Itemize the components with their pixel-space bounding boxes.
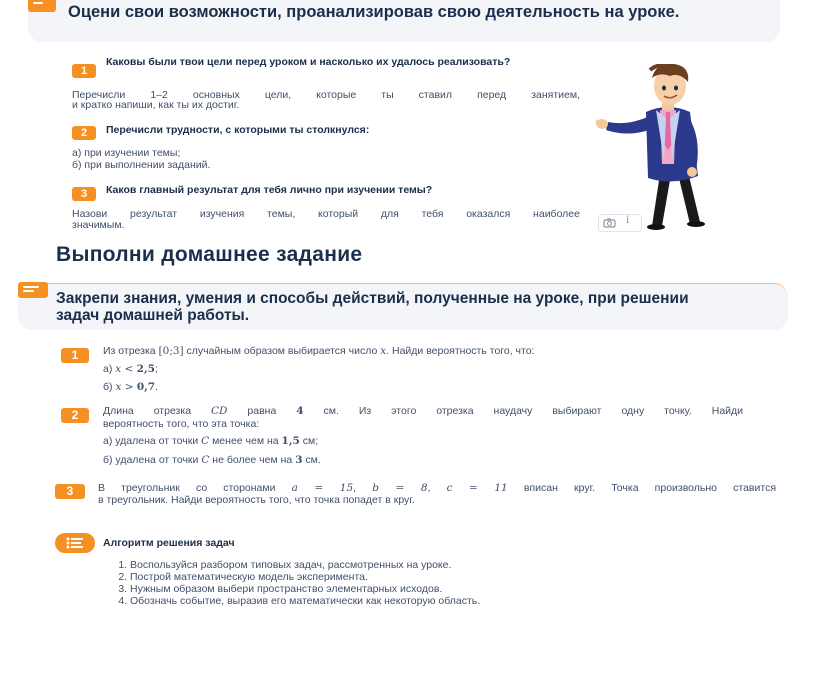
question-3-text-line-1: Назови результат изучения темы, который для тебя оказался наиболее (72, 208, 580, 220)
side-c: c = 11 (446, 482, 508, 494)
side-a: a = 15 (291, 482, 354, 494)
task-3-line-1: В треугольник со сторонами a = 15, b = 8, c = 11 вписан круг. Точка произвольно ставится (98, 482, 777, 494)
interval: [0;3] (158, 345, 184, 357)
algorithm-steps (116, 559, 480, 607)
list-item: 3. Нужным образом выбери пространство элементарных исходов. (130, 583, 480, 595)
task-2-line-1: Длина отрезка CD равна 4 см. Из этого отрезка наудачу выбирают одну точку. Найди (103, 405, 744, 417)
question-2-text-line-1: а) при изучении темы; (72, 147, 181, 159)
task-1-middle: случайным образом выбирается число (183, 345, 381, 357)
task-3-line-2: в треугольник. Найди вероятность того, что точка попадет в круг. (98, 494, 415, 506)
task-2-badge: 2 (61, 408, 89, 423)
question-3-badge: 3 (72, 187, 96, 201)
document-icon (28, 0, 56, 12)
task-1-item-a: а) x < 2,5; (103, 363, 158, 375)
question-2-title: Перечисли трудности, с которыми ты столкнулся: (106, 124, 370, 136)
question-3-text-line-2: значимым. (72, 219, 125, 231)
list-item: 4. Обозначь событие, выразив его математически как некоторую область. (130, 595, 480, 607)
info-icon[interactable]: i (626, 215, 630, 226)
question-3-title: Каков главный результат для тебя лично при изучении темы? (106, 184, 433, 196)
algorithm-title: Алгоритм решения задач (103, 537, 235, 549)
question-1-text-line-1: Перечисли 1–2 основных цели, которые ты ставил перед занятием, (72, 89, 580, 101)
question-2-text-line-2: б) при выполнении заданий. (72, 159, 211, 171)
list-icon (55, 533, 95, 553)
question-1-badge: 1 (72, 64, 96, 78)
list-item: 2. Построй математическую модель эксперимента. (130, 571, 480, 583)
list-item: 1. Воспользуйся разбором типовых задач, рассмотренных на уроке. (130, 559, 480, 571)
task-1-badge: 1 (61, 348, 89, 363)
question-1-text-line-2: и кратко напиши, как ты их достиг. (72, 99, 240, 111)
segment-cd: CD (211, 405, 228, 417)
variable-x: x (380, 345, 387, 357)
side-b: b = 8 (372, 482, 428, 494)
teacher-illustration (594, 64, 744, 230)
question-1-title: Каковы были твои цели перед уроком и насколько их удалось реализовать? (106, 56, 511, 68)
task-3-badge: 3 (55, 484, 85, 499)
homework-heading: Выполни домашнее задание (56, 243, 363, 266)
task-2-item-a: а) удалена от точки C менее чем на 1,5 см; (103, 435, 319, 447)
homework-card-title: Закрепи знания, умения и способы действий, полученные на уроке, при решении задач домашней работы. (56, 290, 689, 324)
task-1-suffix: . Найди вероятность того, что: (386, 345, 535, 357)
task-2-item-b: б) удалена от точки C не более чем на 3 см. (103, 454, 321, 466)
task-1-text (103, 345, 534, 358)
task-2-line-2: вероятность того, что эта точка: (103, 418, 260, 430)
task-1-item-b: б) x > 0,7. (103, 381, 159, 393)
task-1-prefix: Из отрезка (103, 345, 159, 357)
question-2-badge: 2 (72, 126, 96, 140)
document-icon (18, 282, 48, 298)
reflection-title: Оцени свои возможности, проанализировав свою деятельность на уроке. (68, 3, 680, 21)
